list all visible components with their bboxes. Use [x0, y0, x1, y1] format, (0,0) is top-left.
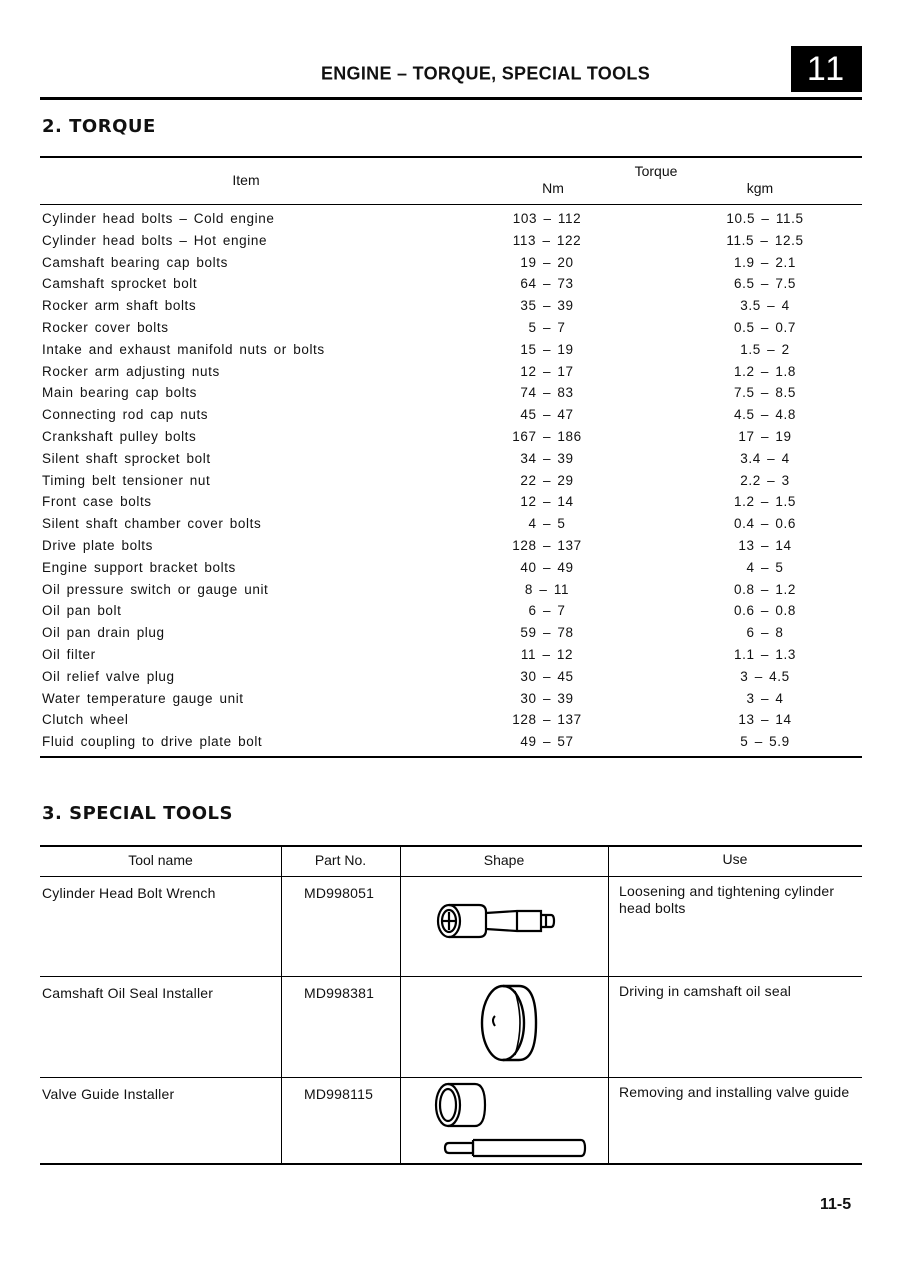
table-row [40, 667, 862, 689]
tool-part-no: MD998051 [304, 885, 375, 901]
torque-item: Water temperature gauge unit [42, 690, 244, 706]
torque-nm: 22 – 29 [520, 472, 574, 488]
torque-kgm: 0.8 – 1.2 [734, 581, 796, 597]
table-row [40, 340, 862, 362]
torque-item: Oil pan bolt [42, 603, 122, 619]
table-row [40, 623, 862, 645]
torque-kgm: 6.5 – 7.5 [734, 276, 796, 292]
tools-col-part-no: Part No. [314, 852, 367, 868]
table-row [40, 876, 862, 976]
torque-kgm: 5 – 5.9 [740, 734, 790, 750]
torque-kgm: 2.2 – 3 [740, 472, 790, 488]
torque-item: Silent shaft chamber cover bolts [42, 516, 262, 532]
torque-nm: 49 – 57 [520, 734, 574, 750]
torque-kgm: 3.5 – 4 [740, 298, 790, 314]
torque-item: Fluid coupling to drive plate bolt [42, 734, 263, 750]
torque-nm: 40 – 49 [520, 559, 574, 575]
torque-kgm: 1.9 – 2.1 [734, 254, 796, 270]
torque-nm: 64 – 73 [520, 276, 574, 292]
header-divider [40, 97, 862, 100]
torque-table-bottom-rule [40, 756, 862, 758]
torque-kgm: 13 – 14 [738, 537, 792, 553]
tools-col-shape: Shape [483, 852, 525, 868]
table-row [40, 209, 862, 231]
tool-use: Removing and installing valve guide [619, 1084, 850, 1100]
torque-nm: 74 – 83 [520, 385, 574, 401]
torque-header-rule [40, 204, 862, 205]
torque-nm: 15 – 19 [520, 341, 574, 357]
tools-col-use: Use [722, 851, 748, 867]
torque-nm: 167 – 186 [512, 428, 582, 444]
tool-use: Driving in camshaft oil seal [619, 983, 792, 999]
torque-item: Oil relief valve plug [42, 668, 175, 684]
torque-nm: 11 – 12 [520, 646, 574, 662]
tool-part-no: MD998381 [304, 985, 375, 1001]
torque-item: Silent shaft sprocket bolt [42, 450, 211, 466]
table-row [40, 362, 862, 384]
torque-nm: 12 – 17 [520, 363, 574, 379]
tools-col-tool-name: Tool name [128, 852, 193, 868]
tool-name: Camshaft Oil Seal Installer [42, 985, 214, 1001]
torque-item: Intake and exhaust manifold nuts or bolts [42, 341, 325, 357]
torque-nm: 45 – 47 [520, 407, 574, 423]
tool-use: Loosening and tightening cylinder head bolts [619, 883, 835, 916]
valve-guide-installer-icon [401, 1077, 608, 1163]
torque-section-heading: 2. TORQUE [42, 116, 156, 137]
torque-nm: 35 – 39 [520, 298, 574, 314]
special-tools-table [40, 845, 862, 1165]
torque-table-body [40, 209, 862, 754]
table-row [40, 976, 862, 1077]
torque-nm: 128 – 137 [512, 537, 582, 553]
table-row [40, 558, 862, 580]
torque-item: Front case bolts [42, 494, 152, 510]
tools-table-header [40, 845, 862, 876]
torque-item: Camshaft bearing cap bolts [42, 254, 228, 270]
torque-kgm: 3.4 – 4 [740, 450, 790, 466]
torque-nm: 4 – 5 [528, 516, 566, 532]
torque-kgm: 1.2 – 1.8 [734, 363, 796, 379]
table-row [40, 710, 862, 732]
table-row [40, 296, 862, 318]
torque-kgm: 4 – 5 [746, 559, 784, 575]
torque-kgm: 13 – 14 [738, 712, 792, 728]
table-row [40, 427, 862, 449]
torque-kgm: 6 – 8 [746, 625, 784, 641]
torque-item: Clutch wheel [42, 712, 129, 728]
torque-kgm: 3 – 4.5 [740, 668, 790, 684]
torque-item: Rocker cover bolts [42, 319, 169, 335]
torque-item: Rocker arm shaft bolts [42, 298, 197, 314]
table-row [40, 274, 862, 296]
torque-kgm: 10.5 – 11.5 [726, 211, 804, 226]
torque-kgm: 0.5 – 0.7 [734, 319, 796, 335]
torque-kgm: 7.5 – 8.5 [734, 385, 796, 401]
tools-table-bottom-rule [40, 1163, 862, 1165]
torque-nm: 6 – 7 [528, 603, 566, 619]
tool-name: Cylinder Head Bolt Wrench [42, 885, 216, 901]
torque-kgm: 0.6 – 0.8 [734, 603, 796, 619]
table-row [40, 318, 862, 340]
table-row [40, 1077, 862, 1163]
torque-kgm: 17 – 19 [738, 428, 792, 444]
torque-col-item: Item [232, 172, 260, 188]
torque-col-group: Torque [634, 163, 678, 179]
torque-item: Main bearing cap bolts [42, 385, 198, 401]
torque-nm: 34 – 39 [520, 450, 574, 466]
torque-item: Camshaft sprocket bolt [42, 276, 198, 292]
section-number-badge: 11 [791, 46, 862, 92]
torque-col-nm: Nm [542, 180, 564, 196]
torque-kgm: 3 – 4 [746, 690, 784, 706]
torque-item: Connecting rod cap nuts [42, 407, 209, 423]
torque-col-kgm: kgm [746, 180, 774, 196]
torque-item: Oil filter [42, 646, 96, 662]
torque-nm: 8 – 11 [524, 581, 570, 597]
table-row [40, 383, 862, 405]
table-row [40, 492, 862, 514]
tool-name: Valve Guide Installer [42, 1086, 175, 1102]
torque-item: Timing belt tensioner nut [42, 472, 211, 488]
torque-kgm: 0.4 – 0.6 [734, 516, 796, 532]
torque-kgm: 1.5 – 2 [740, 341, 790, 357]
table-row [40, 514, 862, 536]
torque-item: Rocker arm adjusting nuts [42, 363, 220, 379]
page-title: ENGINE – TORQUE, SPECIAL TOOLS [320, 62, 650, 84]
torque-item: Oil pan drain plug [42, 625, 165, 641]
table-row [40, 689, 862, 711]
table-row [40, 580, 862, 602]
torque-kgm: 4.5 – 4.8 [734, 407, 796, 423]
seal-installer-disc-icon [401, 976, 608, 1077]
table-row [40, 536, 862, 558]
torque-kgm: 1.1 – 1.3 [734, 646, 796, 662]
torque-nm: 128 – 137 [512, 712, 582, 728]
table-row [40, 449, 862, 471]
torque-nm: 5 – 7 [528, 319, 566, 335]
table-row [40, 601, 862, 623]
torque-nm: 113 – 122 [512, 232, 582, 248]
table-row [40, 253, 862, 275]
torque-nm: 30 – 39 [520, 690, 574, 706]
torque-nm: 19 – 20 [520, 254, 574, 270]
page-number: 11-5 [820, 1196, 852, 1213]
torque-item: Oil pressure switch or gauge unit [42, 581, 269, 597]
torque-nm: 12 – 14 [520, 494, 574, 510]
table-row [40, 231, 862, 253]
torque-table-top-rule [40, 156, 862, 158]
table-row [40, 471, 862, 493]
torque-kgm: 11.5 – 12.5 [726, 232, 804, 248]
torque-kgm: 1.2 – 1.5 [734, 494, 796, 510]
torque-item: Cylinder head bolts – Hot engine [42, 232, 268, 248]
torque-item: Drive plate bolts [42, 537, 153, 553]
table-row [40, 732, 862, 754]
table-row [40, 405, 862, 427]
torque-nm: 30 – 45 [520, 668, 574, 684]
torque-nm: 59 – 78 [520, 625, 574, 641]
torque-nm: 103 – 112 [512, 211, 582, 226]
tool-part-no: MD998115 [304, 1086, 374, 1102]
table-row [40, 645, 862, 667]
socket-wrench-icon [401, 876, 608, 976]
torque-item: Cylinder head bolts – Cold engine [42, 211, 275, 226]
torque-item: Engine support bracket bolts [42, 559, 236, 575]
torque-item: Crankshaft pulley bolts [42, 428, 197, 444]
special-tools-section-heading: 3. SPECIAL TOOLS [42, 803, 233, 824]
